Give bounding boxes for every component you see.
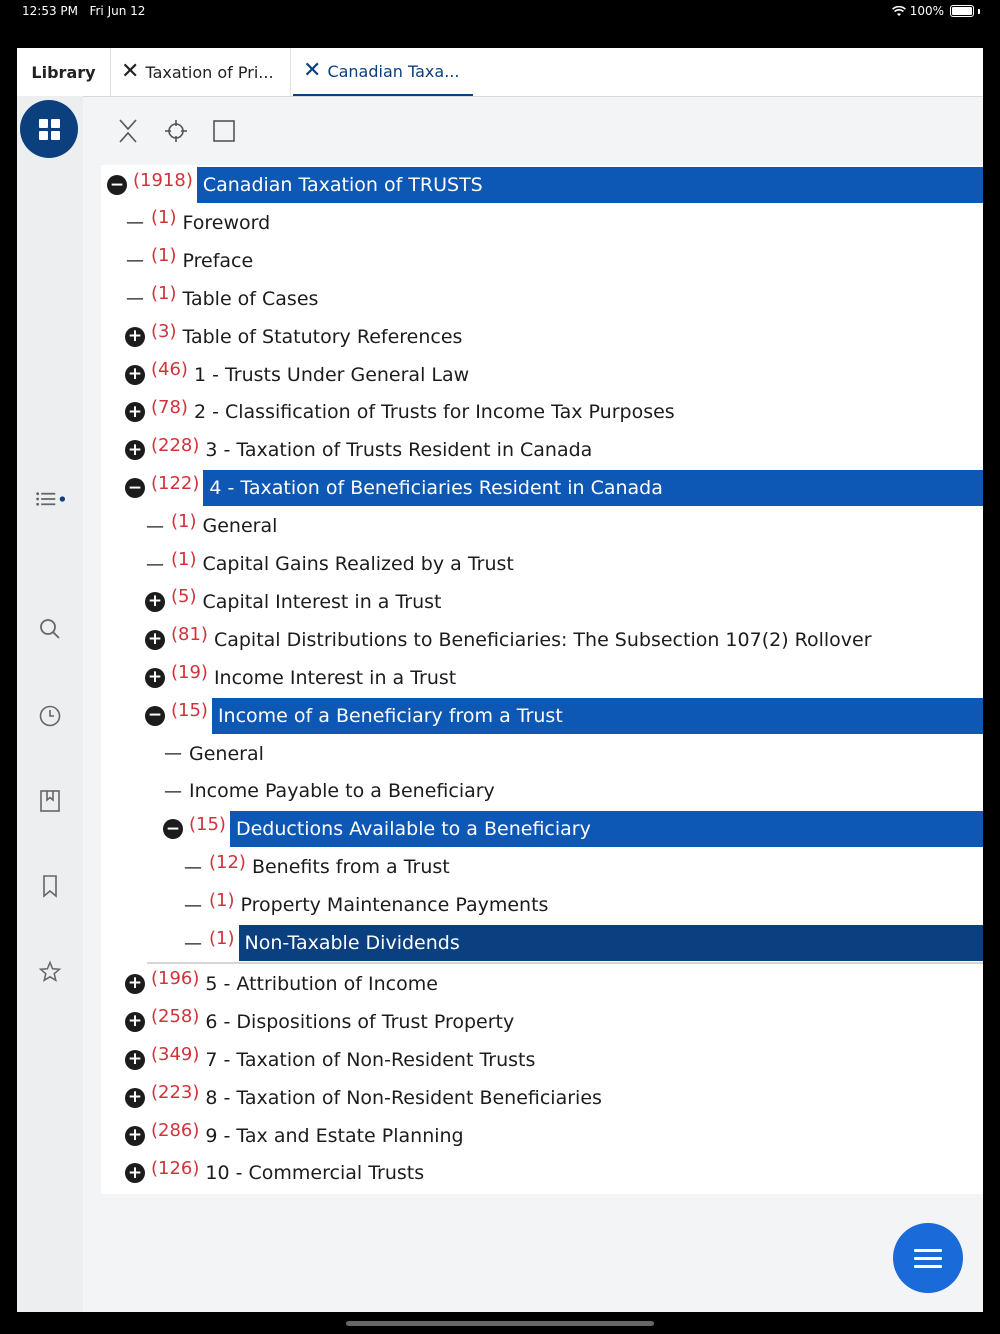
tree-row[interactable] (125, 1003, 983, 1041)
item-count: (15) (171, 700, 208, 722)
grid-icon (39, 119, 60, 140)
tree-row[interactable] (125, 1041, 983, 1079)
expand-plus-icon[interactable]: + (145, 630, 165, 650)
leaf-dash-icon: — (164, 780, 182, 802)
item-count: (81) (171, 624, 208, 646)
item-count: (1) (209, 889, 235, 911)
app-window (17, 48, 983, 1312)
leaf-dash-icon: — (184, 856, 202, 878)
item-count: (12) (209, 851, 246, 873)
tree-row[interactable] (145, 583, 983, 621)
expand-plus-icon[interactable]: + (145, 592, 165, 612)
tree-row[interactable] (145, 659, 983, 697)
status-right (892, 4, 980, 18)
item-count: (1) (171, 510, 197, 532)
tree-row-label[interactable]: Non-Taxable Dividends (239, 925, 984, 961)
grid-view-button[interactable] (20, 100, 78, 158)
locate-icon[interactable] (163, 118, 189, 144)
leaf-dash-icon: — (126, 212, 144, 234)
tree-row-label[interactable]: Benefits from a Trust (251, 856, 450, 879)
tree-row-label[interactable]: 3 - Taxation of Trusts Resident in Canada (205, 439, 593, 462)
tree-row-label[interactable]: Table of Cases (182, 287, 319, 310)
tree-row[interactable] (125, 469, 983, 507)
tree-row-label[interactable]: 2 - Classification of Trusts for Income Tax Purposes (193, 401, 675, 424)
tree-row[interactable] (125, 242, 983, 280)
tree-row-label[interactable]: Income Interest in a Trust (213, 666, 457, 689)
leaf-dash-icon: — (164, 743, 182, 764)
battery-icon (950, 5, 974, 17)
tree-row-label[interactable]: 6 - Dispositions of Trust Property (205, 1010, 515, 1033)
item-count: (19) (171, 662, 208, 684)
close-icon[interactable]: ✕ (303, 58, 322, 83)
status-bar (0, 0, 1000, 22)
tree-row-label[interactable]: 9 - Tax and Estate Planning (205, 1124, 464, 1147)
tree-row[interactable] (125, 1117, 983, 1155)
home-indicator (346, 1321, 654, 1326)
status-time-date: 12:53 PM Fri Jun 12 (22, 4, 146, 18)
item-count: (223) (151, 1082, 200, 1104)
tree-row-label[interactable]: 5 - Attribution of Income (205, 972, 438, 995)
item-count: (1) (209, 927, 235, 949)
list-icon[interactable] (35, 484, 65, 514)
tree-row[interactable] (125, 318, 983, 356)
collapse-minus-icon[interactable]: − (125, 478, 145, 498)
item-count: (1) (151, 207, 177, 229)
tab-taxation-of-private[interactable]: ✕ Taxation of Pri... (111, 48, 291, 96)
expand-plus-icon[interactable]: + (145, 668, 165, 688)
expand-plus-icon[interactable]: + (125, 1012, 145, 1032)
tree-row-label[interactable]: Preface (182, 249, 254, 272)
item-count: (1918) (133, 169, 193, 191)
expand-plus-icon[interactable]: + (125, 1050, 145, 1070)
tree-row-label[interactable]: Canadian Taxation of TRUSTS (197, 167, 983, 203)
item-count: (258) (151, 1006, 200, 1028)
tree-row-label[interactable]: Income Payable to a Beneficiary (189, 780, 495, 803)
tree-row[interactable] (183, 924, 983, 962)
tree-row[interactable] (145, 507, 983, 545)
collapse-all-icon[interactable] (115, 118, 141, 144)
expand-plus-icon[interactable]: + (125, 440, 145, 460)
tree-row[interactable] (163, 772, 983, 810)
tab-library[interactable]: Library (17, 48, 111, 96)
item-count: (78) (151, 396, 188, 418)
item-count: (5) (171, 586, 197, 608)
tree-row[interactable] (125, 356, 983, 394)
tree-row-label[interactable]: Income of a Beneficiary from a Trust (212, 698, 983, 734)
tree-row[interactable] (163, 810, 983, 848)
leaf-dash-icon: — (126, 250, 144, 272)
divider (147, 962, 983, 964)
tree-row[interactable] (183, 848, 983, 886)
tree-row[interactable] (125, 965, 983, 1003)
tree-row[interactable] (145, 697, 983, 735)
tree-row[interactable] (107, 166, 983, 204)
expand-plus-icon[interactable]: + (125, 327, 145, 347)
item-count: (46) (151, 359, 188, 380)
expand-plus-icon[interactable]: + (125, 1126, 145, 1146)
tree-row[interactable] (145, 545, 983, 583)
bookmark-icon[interactable] (35, 871, 65, 901)
wifi-icon (892, 6, 906, 17)
tree-row-label[interactable]: Deductions Available to a Beneficiary (230, 811, 983, 847)
tree-row[interactable] (183, 886, 983, 924)
leaf-dash-icon: — (146, 515, 164, 537)
tree-row-label[interactable]: Property Maintenance Payments (240, 894, 549, 917)
leaf-dash-icon: — (184, 932, 202, 954)
tab-bar (17, 48, 983, 97)
select-checkbox-icon[interactable] (211, 118, 237, 144)
tab-canadian-taxation[interactable]: ✕ Canadian Taxa... (293, 48, 473, 96)
tree-row-label[interactable]: 10 - Commercial Trusts (205, 1162, 425, 1185)
expand-plus-icon[interactable]: + (125, 1088, 145, 1108)
tree-row-label[interactable]: 4 - Taxation of Beneficiaries Resident in Canada (203, 470, 983, 506)
item-count: (286) (151, 1120, 200, 1141)
history-icon[interactable] (35, 701, 65, 731)
expand-plus-icon[interactable]: + (125, 974, 145, 994)
tree-row-label[interactable]: Capital Gains Realized by a Trust (202, 553, 514, 575)
tree-row-label[interactable]: Capital Interest in a Trust (202, 590, 442, 613)
annotations-icon[interactable] (35, 786, 65, 816)
tree-row[interactable] (125, 1154, 983, 1192)
tree-row-label[interactable]: 8 - Taxation of Non-Resident Beneficiaries (205, 1086, 602, 1109)
tree-row-label[interactable]: Table of Statutory References (182, 325, 463, 348)
leaf-dash-icon: — (184, 894, 202, 916)
search-icon[interactable] (35, 614, 65, 644)
tree-row[interactable] (163, 735, 983, 773)
collapse-minus-icon[interactable]: − (107, 175, 127, 195)
tree-row-label[interactable]: General (189, 742, 264, 765)
menu-icon (914, 1249, 942, 1252)
leaf-dash-icon: — (126, 288, 144, 310)
tree-row-label[interactable]: 1 - Trusts Under General Law (193, 363, 470, 386)
tree-row-label[interactable]: Foreword (182, 211, 271, 234)
tree-row-label[interactable]: Capital Distributions to Beneficiaries: The Subsection 107(2) Rollover (213, 628, 872, 651)
item-count: (3) (151, 321, 177, 343)
expand-plus-icon[interactable]: + (125, 402, 145, 422)
item-count: (1) (151, 283, 177, 305)
item-count: (15) (189, 813, 226, 835)
tree-row-label[interactable]: General (202, 515, 278, 538)
expand-plus-icon[interactable]: + (125, 1163, 145, 1183)
tree-row[interactable] (125, 431, 983, 469)
expand-plus-icon[interactable]: + (125, 365, 145, 385)
battery-percent: 100% (909, 4, 944, 18)
item-count: (196) (151, 968, 200, 990)
tree-row[interactable] (125, 1079, 983, 1117)
tree-toolbar (83, 96, 983, 166)
tree-row[interactable] (125, 393, 983, 431)
item-count: (1) (171, 548, 197, 570)
tree-row[interactable] (145, 621, 983, 659)
menu-fab-button[interactable] (893, 1223, 963, 1293)
item-count: (126) (151, 1157, 200, 1179)
favorites-icon[interactable] (35, 957, 65, 987)
item-count: (1) (151, 245, 177, 267)
item-count: (349) (151, 1044, 200, 1066)
leaf-dash-icon: — (146, 553, 164, 575)
item-count: (228) (151, 434, 200, 456)
tree-row[interactable] (125, 280, 983, 318)
item-count: (122) (151, 472, 200, 494)
close-icon[interactable]: ✕ (121, 59, 140, 84)
tree-row-label[interactable]: 7 - Taxation of Non-Resident Trusts (205, 1048, 536, 1071)
sidebar (17, 96, 83, 1312)
collapse-minus-icon[interactable]: − (145, 706, 165, 726)
collapse-minus-icon[interactable]: − (163, 819, 183, 839)
tree-row[interactable] (125, 204, 983, 242)
table-of-contents-tree (101, 165, 983, 1194)
